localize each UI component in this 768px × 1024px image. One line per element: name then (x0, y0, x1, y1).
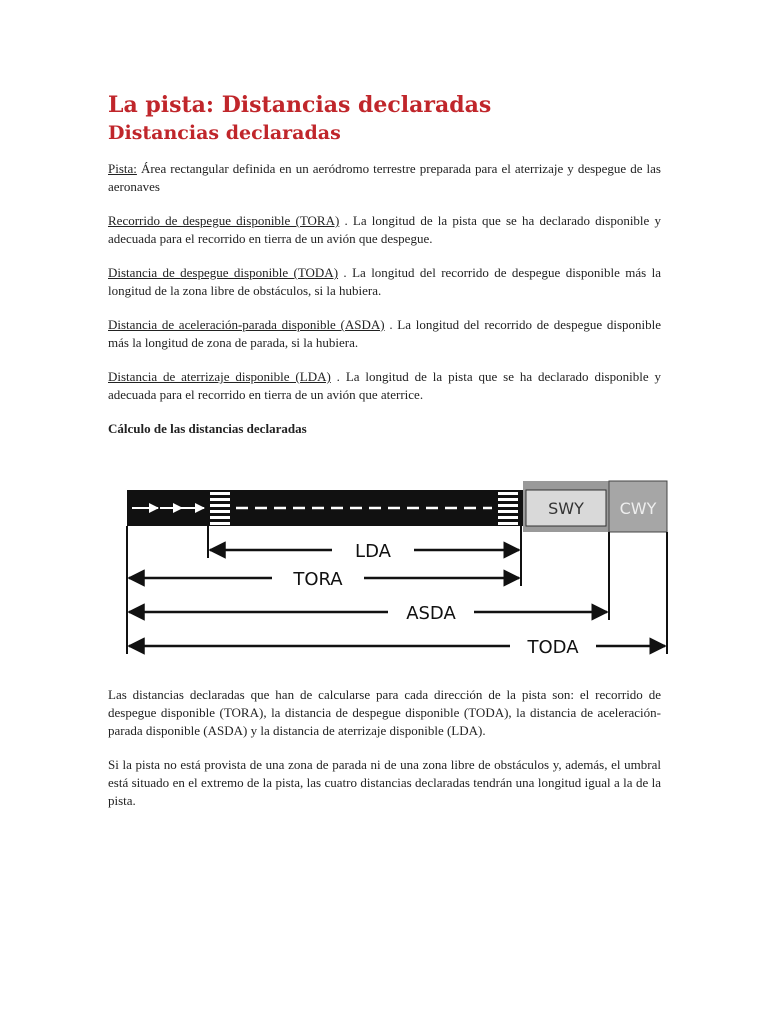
definition-lda (108, 368, 661, 404)
diagram-svg (122, 476, 670, 658)
definition-lda-text: . La longitud de la pista que se ha declarado disponible y adecuada para el recorrido en tierra de un avión que aterrice. (108, 369, 661, 402)
closing-paragraph-1: Las distancias declaradas que han de calcularse para cada dirección de la pista son: el recorrido de despegue disponible (TORA), la distancia de despegue disponible (TODA), la distancia de aceleración-parada disponible (ASDA) y la distancia de aterrizaje disponible (LDA). (108, 687, 661, 738)
term-pista: Pista: (108, 161, 137, 176)
term-lda: Distancia de aterrizaje disponible (LDA) (108, 369, 331, 384)
swy-label: SWY (548, 499, 584, 518)
cwy-label: CWY (619, 499, 657, 518)
definition-toda (108, 264, 661, 300)
definition-pista (108, 160, 661, 196)
asda-label: ASDA (406, 603, 456, 624)
declared-distances-diagram (122, 476, 670, 658)
definition-asda-text: . La longitud del recorrido de despegue disponible más la longitud de zona de parada, si la hubiera. (108, 317, 661, 350)
definition-pista-text: Área rectangular definida en un aeródromo terrestre preparada para el aterrizaje y despegue de las aeronaves (108, 161, 661, 194)
lower-content (108, 686, 661, 826)
toda-label: TODA (527, 637, 579, 658)
term-asda: Distancia de aceleración-parada disponible (ASDA) (108, 317, 385, 332)
definition-tora-text: . La longitud de la pista que se ha declarado disponible y adecuada para el recorrido en tierra de un avión que despegue. (108, 213, 661, 246)
section-heading: Cálculo de las distancias declaradas (108, 421, 307, 436)
term-tora: Recorrido de despegue disponible (TORA) (108, 213, 340, 228)
definition-asda (108, 316, 661, 352)
definition-toda-text: . La longitud del recorrido de despegue disponible más la longitud de la zona libre de obstáculos, si la hubiera. (108, 265, 661, 298)
term-toda: Distancia de despegue disponible (TODA) (108, 265, 339, 280)
closing-paragraph-2: Si la pista no está provista de una zona de parada ni de una zona libre de obstáculos y, además, el umbral está situado en el extremo de la pista, las cuatro distancias declaradas tendrán una longitud igual a la de la pista. (108, 757, 661, 808)
upper-content (108, 90, 661, 458)
page-title: La pista: Distancias declaradas (108, 92, 492, 118)
page-subtitle: Distancias declaradas (108, 122, 341, 144)
lda-label: LDA (355, 541, 391, 562)
definition-tora (108, 212, 661, 248)
tora-label: TORA (293, 569, 343, 590)
